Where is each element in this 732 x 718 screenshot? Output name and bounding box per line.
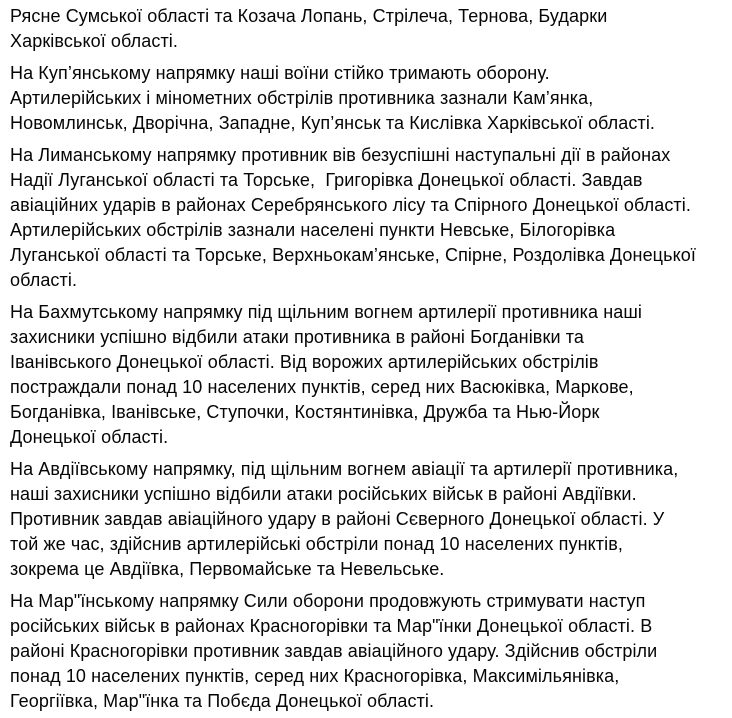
text-line: Новомлинськ, Дворічна, Западне, Куп’янськ та Кислівка Харківської області.: [10, 113, 656, 133]
text-line: області.: [10, 270, 78, 290]
text-line: той же час, здійснив артилерійські обстріли понад 10 населених пунктів,: [10, 534, 623, 554]
text-line: Луганської області та Торське, Верхньокам’янське, Спірне, Роздолівка Донецької: [10, 245, 696, 265]
text-line: російських військ в районах Красногорівки та Мар"їнки Донецької області. В: [10, 616, 653, 636]
text-line: постраждали понад 10 населених пунктів, серед них Васюківка, Маркове,: [10, 377, 634, 397]
text-line: На Авдіївському напрямку, під щільним вогнем авіації та артилерії противника,: [10, 459, 679, 479]
text-line: На Мар"їнському напрямку Сили оборони продовжують стримувати наступ: [10, 591, 646, 611]
paragraph: [10, 4, 722, 54]
text-line: На Куп’янському напрямку наші воїни стійко тримають оборону.: [10, 63, 550, 83]
text-line: На Бахмутському напрямку під щільним вогнем артилерії противника наші: [10, 302, 643, 322]
paragraph: [10, 300, 722, 450]
text-line: Харківської області.: [10, 31, 178, 51]
text-line: Артилерійських і мінометних обстрілів противника зазнали Кам’янка,: [10, 88, 594, 108]
text-line: понад 10 населених пунктів, серед них Красногорівка, Максимільянівка,: [10, 666, 620, 686]
paragraph: [10, 61, 722, 136]
text-line: зокрема це Авдіївка, Первомайське та Невельське.: [10, 559, 445, 579]
text-line: Богданівка, Іванівське, Ступочки, Костянтинівка, Дружба та Нью-Йорк: [10, 402, 600, 422]
text-line: Рясне Сумської області та Козача Лопань, Стрілеча, Тернова, Бударки: [10, 6, 608, 26]
text-line: наші захисники успішно відбили атаки російських військ в районі Авдіївки.: [10, 484, 637, 504]
text-line: Іванівського Донецької області. Від ворожих артилерійських обстрілів: [10, 352, 599, 372]
text-line: На Лиманському напрямку противник вів безуспішні наступальні дії в районах: [10, 145, 671, 165]
text-line: Донецької області.: [10, 427, 169, 447]
text-line: авіаційних ударів в районах Серебрянського лісу та Спірного Донецької області.: [10, 195, 691, 215]
paragraph: [10, 589, 722, 714]
text-line: районі Красногорівки противник завдав авіаційного удару. Здійснив обстріли: [10, 641, 658, 661]
text-line: Георгіївка, Мар"їнка та Побєда Донецької області.: [10, 691, 435, 711]
text-line: Артилерійських обстрілів зазнали населені пункти Невське, Білогорівка: [10, 220, 616, 240]
paragraph: [10, 457, 722, 582]
paragraph: [10, 143, 722, 293]
text-line: Противник завдав авіаційного удару в районі Сєверного Донецької області. У: [10, 509, 665, 529]
text-line: Надії Луганської області та Торське, Григорівка Донецької області. Завдав: [10, 170, 643, 190]
text-line: захисники успішно відбили атаки противника в районі Богданівки та: [10, 327, 584, 347]
